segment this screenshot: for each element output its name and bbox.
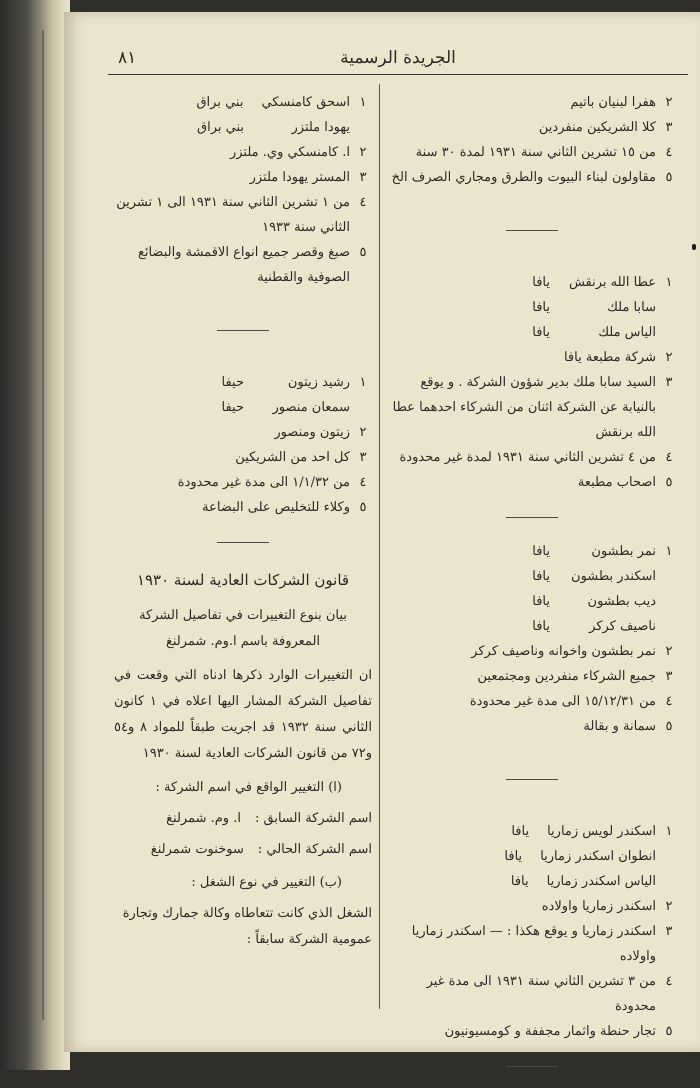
curr-name-value: سوخنوت شمرلنغ: [150, 842, 244, 857]
partner-row: الياس اسكندر زماريا يافا: [510, 874, 656, 889]
column-divider: [379, 84, 380, 1009]
entry-line: ٣ السيد سابا ملك بدير شؤون الشركة . و يوقع بالنيابة عن الشركة اثنان من الشركاء احدهما عطا الله برنقش: [392, 375, 673, 440]
right-entry-1: [386, 90, 678, 190]
entry-line: ٢ نمر بطشون واخوانه وناصيف كركر: [471, 644, 673, 659]
page-header: [108, 46, 688, 75]
partner-row: ١ رشيد زيتون حيفا: [221, 375, 367, 390]
prev-name-label: اسم الشركة السابق :: [254, 811, 372, 826]
partner-row: اسكندر بطشون يافا: [532, 569, 656, 584]
prev-name-value: ا. وم. شمرلنغ: [166, 811, 241, 826]
entry-line: ٥ صبغ وقصر جميع انواع الاقمشة والبضائع الصوفية والقطنية: [137, 245, 367, 285]
law-subtitle: بيان بنوع التغييرات في تفاصيل الشركة المعروفة باسم ا.وم. شمرلنغ: [139, 608, 347, 649]
partner-row: ١ اسحق كامنسكي بني براق: [196, 95, 367, 110]
partner-row: سمعان منصور حيفا: [221, 400, 350, 415]
right-entry-4: [386, 819, 678, 1044]
spine-edge: [42, 30, 44, 1020]
entry-line: ٣ كل احد من الشريكين: [235, 450, 367, 465]
entry-line: ٤ من ١/١/٣٢ الى مدة غير محدودة: [177, 475, 367, 490]
entry-line: ٣ اسكندر زماريا و يوقع هكذا : — اسكندر زماريا واولاده: [411, 924, 673, 964]
partner-row: انطوان اسكندر زماريا يافا: [504, 849, 656, 864]
entry-line: ٥ وكلاء للتخليص على البضاعة: [202, 500, 367, 515]
partner-row: ١ اسكندر لويس زماريا يافا: [511, 824, 673, 839]
entry-line: ٣ جميع الشركاء منفردين ومجتمعين: [477, 669, 673, 684]
entry-line: ٢ زيتون ومنصور: [274, 425, 367, 440]
partner-row: ١ عطا الله برنقش يافا: [532, 275, 673, 290]
partner-row: ديب بطشون يافا: [532, 594, 656, 609]
right-entry-2: [386, 270, 678, 495]
separator: [386, 495, 678, 539]
right-column: [386, 90, 678, 1088]
curr-name-label: اسم الشركة الحالي :: [257, 842, 372, 857]
entry-line: ٥ مقاولون لبناء البيوت والطرق ومجاري الصرف الخ: [391, 170, 673, 185]
law-title: قانون الشركات العادية لسنة ١٩٣٠: [136, 571, 350, 589]
separator: [386, 739, 678, 819]
entry-line: ٢ اسكندر زماريا واولاده: [541, 899, 673, 914]
page-title: الجريدة الرسمية: [340, 48, 456, 68]
entry-line: ٢ هفرا لبنيان باتيم: [570, 95, 673, 110]
entry-line: ٢ ا. كامنسكي وي. ملتزر: [229, 145, 367, 160]
separator: [114, 290, 372, 370]
page-number: ٨١: [118, 48, 137, 68]
entry-line: ٤ من ١٥ تشرين الثاني سنة ١٩٣١ لمدة ٣٠ سنة: [415, 145, 673, 160]
separator: [386, 190, 678, 270]
gazette-page: [64, 12, 700, 1052]
curr-name-row: [114, 837, 372, 862]
entry-line: ٥ تجار حنطة واثمار مجففة و كومسيونيون: [444, 1024, 673, 1039]
entry-line: ٣ المستر يهودا ملتزر: [249, 170, 367, 185]
law-notice: [114, 568, 372, 953]
partner-row: ناصيف كركر يافا: [532, 619, 656, 634]
entry-line: ٢ شركة مطبعة يافا: [563, 350, 673, 365]
law-paragraph: ان التغييرات الوارد ذكرها ادناه التي وقعت في تفاصيل الشركة المشار اليها اعلاه في ١ كانون الثاني سنة ١٩٣٢ قد اجريت طبقاً للمواد ٨ و٥٤ و٧٢ من قانون الشركات العادية لسنة ١٩٣٠: [114, 668, 373, 761]
entry-line: ٥ سمانة و بقالة: [583, 719, 673, 734]
separator: [114, 520, 372, 564]
book-spine: [0, 0, 70, 1070]
entry-line: ٣ كلا الشريكين منفردين: [538, 120, 673, 135]
entry-line: ٤ من ١ تشرين الثاني سنة ١٩٣١ الى ١ تشرين الثاني سنة ١٩٣٣: [116, 195, 367, 235]
change-b-heading: (ب) التغيير في نوع الشغل :: [191, 875, 342, 890]
left-entry-1: [114, 90, 372, 290]
partner-row: يهودا ملتزر بني براق: [197, 120, 350, 135]
partner-row: الياس ملك يافا: [532, 325, 656, 340]
separator: [386, 1044, 678, 1088]
work-paragraph: الشغل الذي كانت تتعاطاه وكالة جمارك وتجارة عمومية الشركة سابقاً :: [122, 906, 372, 947]
change-a-heading: (ا) التغيير الواقع في اسم الشركة :: [155, 780, 342, 795]
partner-row: سابا ملك يافا: [532, 300, 656, 315]
page-mark: [692, 244, 696, 250]
entry-line: ٤ من ١٥/١٢/٣١ الى مدة غير محدودة: [469, 694, 673, 709]
entry-line: ٤ من ٤ تشرين الثاني سنة ١٩٣١ لمدة غير محدودة: [399, 450, 673, 465]
entry-line: ٤ من ٣ تشرين الثاني سنة ١٩٣١ الى مدة غير محدودة: [426, 974, 673, 1014]
right-entry-3: [386, 539, 678, 739]
left-entry-2: [114, 370, 372, 520]
entry-line: ٥ اصحاب مطبعة: [577, 475, 673, 490]
prev-name-row: [114, 806, 372, 831]
partner-row: ١ نمر بطشون يافا: [532, 544, 673, 559]
left-column: [114, 90, 372, 953]
